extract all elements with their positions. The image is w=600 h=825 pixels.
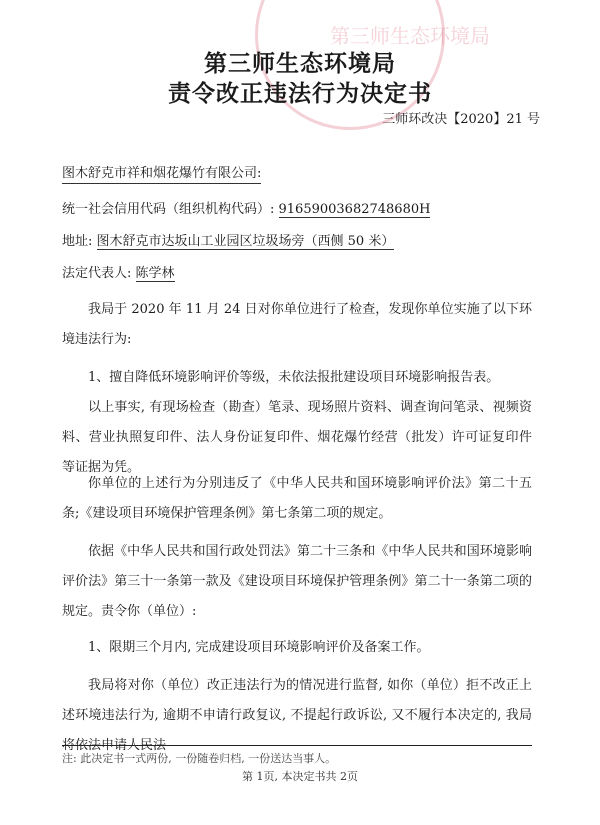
legal-rep-value: 陈学林 [135, 266, 175, 281]
violation-item-1: 1、擅自降低环境影响评价等级，未依法报批建设项目环境影响报告表。 [88, 370, 500, 385]
credit-code-label: 统一社会信用代码（组织机构代码）: [62, 202, 279, 217]
legal-rep-label: 法定代表人: [62, 266, 136, 281]
address-row [62, 233, 394, 251]
document-number: 三师环改决【2020】21 号 [382, 112, 540, 127]
credit-code-value: 91659003682748680H [278, 202, 431, 217]
page-number: 第 1页, 本决定书共 2页 [242, 770, 358, 783]
address-label: 地址: [62, 234, 97, 249]
legal-basis-paragraph: 依据《中华人民共和国行政处罚法》第二十三条和《中华人民共和国环境影响评价法》第三十一条第一款及《建设项目环境保护管理条例》第二十一条第二项的规定。责令你（单位）: [62, 544, 532, 619]
law-violated-paragraph: 你单位的上述行为分别违反了《中华人民共和国环境影响评价法》第二十五条;《建设项目环境保护管理条例》第七条第二项的规定。 [62, 476, 532, 521]
credit-code-row [62, 201, 430, 219]
legal-rep-row [62, 265, 175, 283]
document-title-line2: 责令改正违法行为决定书 [168, 81, 432, 107]
inspection-paragraph: 我局于 2020 年 11 月 24 日对你单位进行了检查，发现你单位实施了以下环境违法行为: [62, 302, 532, 347]
evidence-paragraph: 以上事实, 有现场检查（勘查）笔录、现场照片资料、调查询问笔录、视频资料、营业执照复印件、法人身份证复印件、烟花爆竹经营（批发）许可证复印件 等证据为凭。 [62, 400, 532, 475]
address-value: 图木舒克市达坂山工业园区垃圾场旁（西侧 50 米） [96, 234, 395, 249]
footer-note: 注: 此决定书一式两份, 一份随卷归档, 一份送达当事人。 [62, 752, 337, 765]
seal-text: 第三师生态环境局 [330, 24, 490, 48]
footer-divider [62, 745, 532, 746]
recipient-company: 图木舒克市祥和烟花爆竹有限公司: [62, 165, 261, 184]
document-title-line1: 第三师生态环境局 [204, 51, 396, 77]
supervision-paragraph: 我局将对你（单位）改正违法行为的情况进行监督, 如你（单位）拒不改正上述环境违法行为, 逾期不申请行政复议, 不提起行政诉讼, 又不履行本决定的, 我局将依法申请人民法 [62, 678, 532, 753]
order-item-1: 1、限期三个月内, 完成建设项目环境影响评价及备案工作。 [88, 640, 430, 655]
